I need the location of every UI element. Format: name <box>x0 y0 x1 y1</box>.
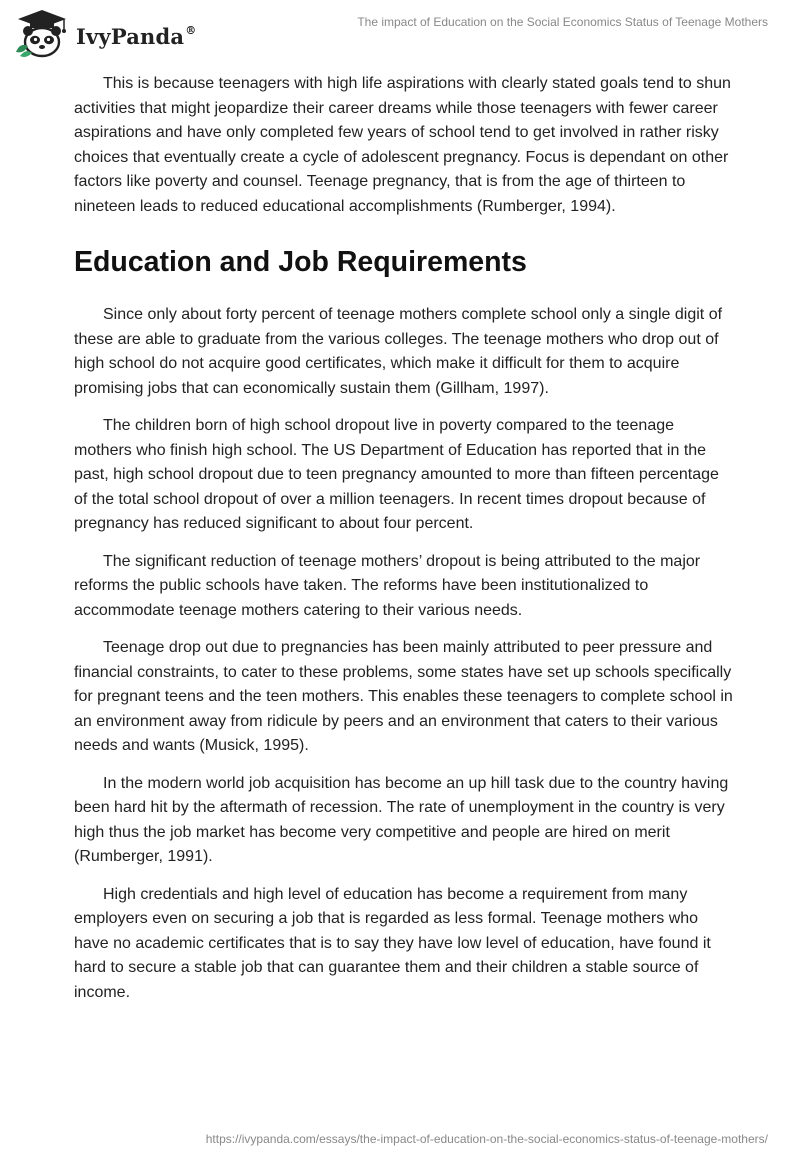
panda-graduate-icon <box>14 8 70 58</box>
document-title: The impact of Education on the Social Economics Status of Teenage Mothers <box>357 15 768 29</box>
source-url-link[interactable]: https://ivypanda.com/essays/the-impact-of-education-on-the-social-economics-status-of-teenage-mothers/ <box>205 1132 768 1146</box>
body-paragraph: Since only about forty percent of teenage mothers complete school only a single digit of these are able to graduate from the various colleges. The teenage mothers who drop out of high school do not acquire good certificates, which make it difficult for them to acquire promising jobs that can economically sustain them (Gillham, 1997). <box>74 306 723 397</box>
section-heading: Education and Job Requirements <box>74 246 527 278</box>
ivypanda-logo[interactable] <box>14 8 196 58</box>
body-paragraph: Teenage drop out due to pregnancies has been mainly attributed to peer pressure and financial constraints, to cater to these problems, some states have set up schools specifically for pregnant teens and the teen mothers. This enables these teenagers to complete school in an environment away from ridicule by peers and an environment that caters to their various needs and wants (Musick, 1995). <box>74 639 733 754</box>
body-paragraph: The significant reduction of teenage mothers’ dropout is being attributed to the major reforms the public schools have taken. The reforms have been institutionalized to accommodate teenage mothers catering to their various needs. <box>74 552 701 619</box>
body-paragraph: In the modern world job acquisition has become an up hill task due to the country having been hard hit by the aftermath of recession. The rate of unemployment in the country is very high thus the job market has become very competitive and people are hired on merit (Rumberger, 1991). <box>74 774 729 865</box>
brand-name: IvyPanda® <box>76 23 197 49</box>
page-header <box>0 0 800 70</box>
article-body <box>74 72 734 1018</box>
body-paragraph: High credentials and high level of education has become a requirement from many employers even on securing a job that is regarded as less formal. Teenage mothers who have no academic certificates that is to say they have low level of education, have found it hard to secure a stable job that can guarantee them and their children a stable source of income. <box>74 885 711 1001</box>
body-paragraph: The children born of high school dropout live in poverty compared to the teenage mothers who finish high school. The US Department of Education has reported that in the past, high school dropout due to teen pregnancy amounted to more than fifteen percentage of the total school dropout of over a million teenagers. In recent times dropout because of pregnancy has reduced significant to about four percent. <box>74 417 719 532</box>
intro-paragraph: This is because teenagers with high life aspirations with clearly stated goals tend to shun activities that might jeopardize their career dreams while those teenagers with fewer career aspirations and have only completed few years of school tend to get involved in rather risky choices that eventually create a cycle of adolescent pregnancy. Focus is dependant on other factors like poverty and counsel. Teenage pregnancy, that is from the age of thirteen to nineteen leads to reduced educational accomplishments (Rumberger, 1994). <box>74 75 731 215</box>
